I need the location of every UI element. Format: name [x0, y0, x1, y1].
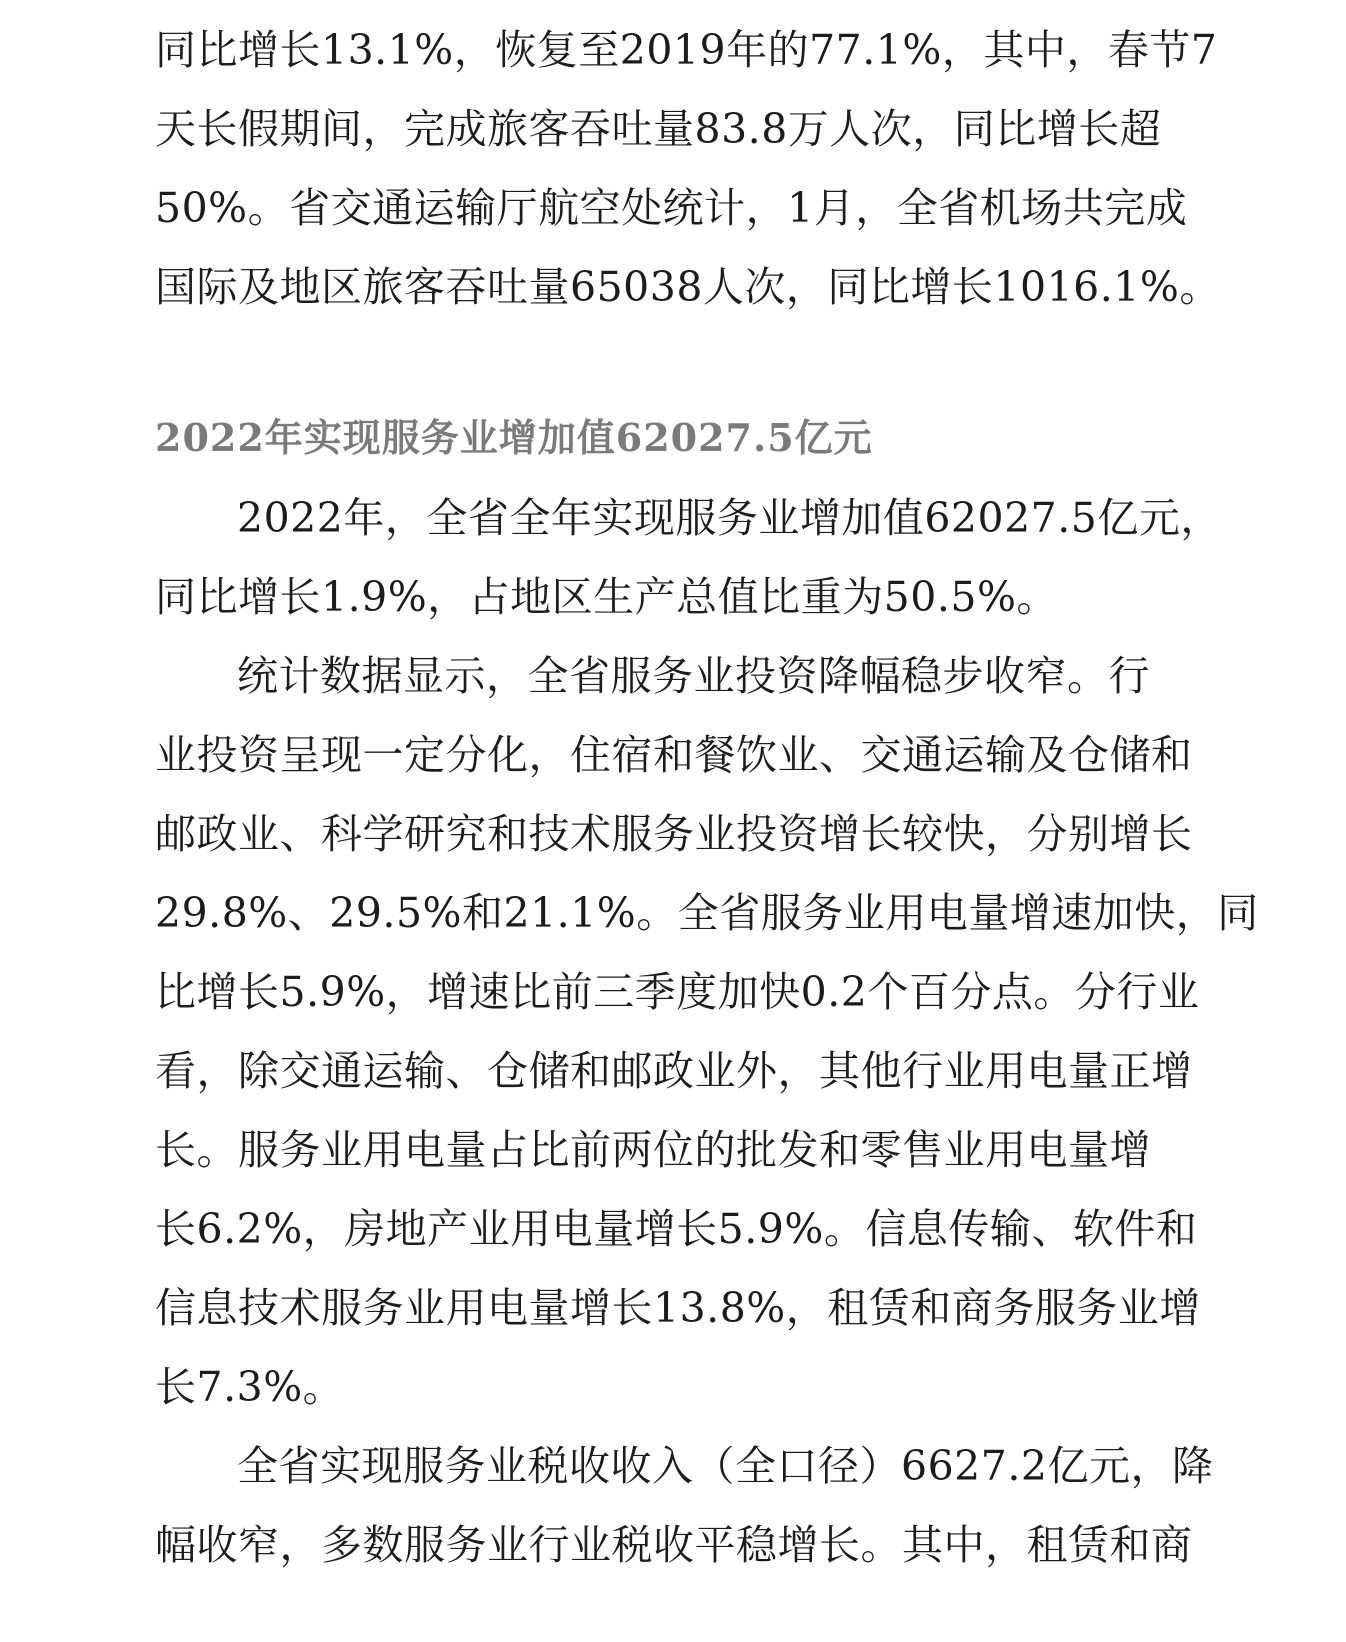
paragraph-line: 国际及地区旅客吞吐量65038人次，同比增长1016.1%。 — [155, 263, 1221, 311]
paragraph-line: 2022年，全省全年实现服务业增加值62027.5亿元， — [237, 494, 1222, 542]
paragraph-line: 同比增长1.9%，占地区生产总值比重为50.5%。 — [155, 573, 1058, 621]
paragraph-line: 长6.2%，房地产业用电量增长5.9%。信息传输、软件和 — [155, 1205, 1198, 1253]
paragraph-line: 长。服务业用电量占比前两位的批发和零售业用电量增 — [155, 1126, 1151, 1174]
paragraph-line: 邮政业、科学研究和技术服务业投资增长较快，分别增长 — [155, 810, 1193, 858]
paragraph-line: 幅收窄，多数服务业行业税收平稳增长。其中，租赁和商 — [155, 1521, 1193, 1569]
paragraph-line: 比增长5.9%，增速比前三季度加快0.2个百分点。分行业 — [155, 968, 1200, 1016]
paragraph-line: 同比增长13.1%，恢复至2019年的77.1%，其中，春节7 — [155, 26, 1218, 74]
section-heading: 2022年实现服务业增加值62027.5亿元 — [155, 415, 873, 460]
paragraph-line: 长7.3%。 — [155, 1363, 345, 1411]
paragraph-line: 统计数据显示，全省服务业投资降幅稳步收窄。行 — [237, 652, 1150, 700]
paragraph-line: 全省实现服务业税收收入（全口径）6627.2亿元，降 — [237, 1442, 1214, 1490]
paragraph-line: 看，除交通运输、仓储和邮政业外，其他行业用电量正增 — [155, 1047, 1193, 1095]
paragraph-line: 信息技术服务业用电量增长13.8%，租赁和商务服务业增 — [155, 1284, 1201, 1332]
paragraph-line: 50%。省交通运输厅航空处统计，1月，全省机场共完成 — [155, 184, 1188, 232]
paragraph-line: 业投资呈现一定分化，住宿和餐饮业、交通运输及仓储和 — [155, 731, 1193, 779]
paragraph-line: 29.8%、29.5%和21.1%。全省服务业用电量增速加快，同 — [155, 889, 1259, 937]
paragraph-line: 天长假期间，完成旅客吞吐量83.8万人次，同比增长超 — [155, 105, 1162, 153]
